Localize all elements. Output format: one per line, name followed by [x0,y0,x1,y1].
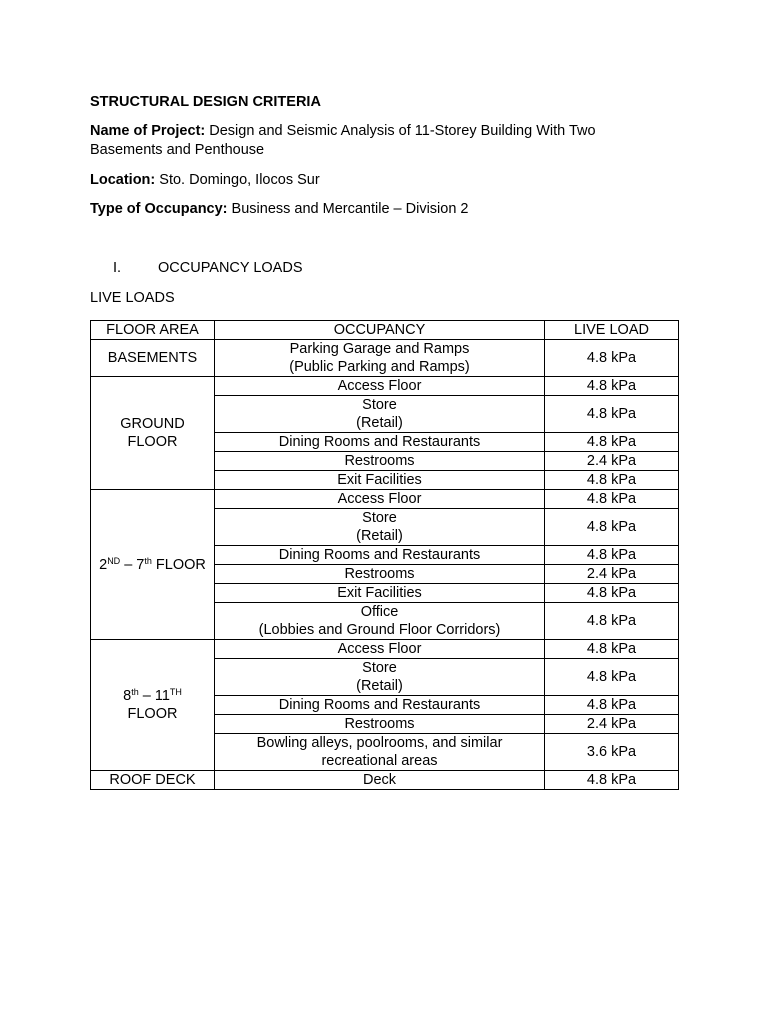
floor-label-end-suffix: TH [169,687,182,697]
occupancy-cell: Access Floor [215,640,545,659]
occupancy-cell: Restrooms [215,452,545,471]
project-name-paragraph [90,122,650,160]
location-value: Sto. Domingo, Ilocos Sur [155,172,320,188]
floor-label-start-suffix: th [131,687,139,697]
occupancy-line: recreational areas [321,753,438,769]
occupancy-cell: Deck [215,771,545,790]
column-header-occupancy: OCCUPANCY [215,321,545,340]
section-title: OCCUPANCY LOADS [158,260,303,276]
occupancy-type-paragraph [90,200,650,219]
occupancy-cell: Dining Rooms and Restaurants [215,546,545,565]
table-row [91,377,679,396]
live-load-cell: 4.8 kPa [545,396,679,433]
live-load-cell: 4.8 kPa [545,584,679,603]
occupancy-line: Store [362,510,397,526]
live-load-cell: 4.8 kPa [545,603,679,640]
occupancy-cell: Access Floor [215,490,545,509]
floor-label-start: 2 [99,556,108,573]
live-load-cell: 4.8 kPa [545,433,679,452]
occupancy-line: (Lobbies and Ground Floor Corridors) [258,622,501,638]
live-load-cell: 2.4 kPa [545,715,679,734]
live-load-cell: 3.6 kPa [545,734,679,771]
subsection-heading: LIVE LOADS [90,290,175,306]
live-load-cell: 4.8 kPa [545,640,679,659]
floor-area-cell [91,490,215,640]
occupancy-cell: Exit Facilities [215,471,545,490]
floor-area-line: FLOOR [127,434,178,450]
floor-label-end-suffix: th [144,555,152,566]
section-heading [113,260,303,276]
location-label: Location: [90,172,156,188]
section-number: I. [113,260,122,276]
column-header-floor-area: FLOOR AREA [91,321,215,340]
live-load-cell: 4.8 kPa [545,490,679,509]
occupancy-cell: Access Floor [215,377,545,396]
live-load-cell: 4.8 kPa [545,546,679,565]
live-load-cell: 2.4 kPa [545,565,679,584]
table-row [91,771,679,790]
floor-label-start-suffix: ND [107,555,121,566]
live-load-cell: 4.8 kPa [545,659,679,696]
live-load-cell: 4.8 kPa [545,340,679,377]
floor-area-line [93,687,212,705]
floor-label-word: FLOOR [151,556,206,573]
live-load-cell: 2.4 kPa [545,452,679,471]
occupancy-line: Store [362,397,397,413]
occupancy-cell: Exit Facilities [215,584,545,603]
occupancy-cell [215,603,545,640]
project-name-label: Name of Project: [90,123,206,139]
floor-area-cell [91,640,215,771]
live-load-cell: 4.8 kPa [545,771,679,790]
occupancy-cell: Dining Rooms and Restaurants [215,696,545,715]
document-title: STRUCTURAL DESIGN CRITERIA [90,94,321,110]
table-row [91,340,679,377]
live-load-cell: 4.8 kPa [545,471,679,490]
occupancy-line: (Retail) [356,528,403,544]
floor-label-start: 8 [123,688,132,704]
table-header-row [91,321,679,340]
occupancy-line: Store [362,660,397,676]
floor-label-end: – 11 [138,688,170,704]
floor-area-line: GROUND [120,416,185,432]
occupancy-line: (Retail) [356,415,403,431]
live-loads-table [90,320,679,790]
occupancy-type-label: Type of Occupancy: [90,201,228,217]
floor-area-cell: BASEMENTS [91,340,215,377]
floor-label-word: FLOOR [127,706,178,722]
occupancy-cell: Restrooms [215,715,545,734]
occupancy-cell: Restrooms [215,565,545,584]
table-row [91,490,679,509]
column-header-live-load: LIVE LOAD [545,321,679,340]
occupancy-cell [215,340,545,377]
floor-area-cell: ROOF DECK [91,771,215,790]
occupancy-line: Parking Garage and Ramps [289,341,470,357]
project-name-value: Design and Seismic Analysis of 11-Storey Building With Two Basements and Penthouse [90,123,596,158]
location-paragraph [90,171,650,190]
occupancy-line: (Retail) [356,678,403,694]
occupancy-line: Office [360,604,399,620]
occupancy-line: (Public Parking and Ramps) [289,359,470,375]
table-row [91,640,679,659]
occupancy-cell [215,396,545,433]
occupancy-type-value: Business and Mercantile – Division 2 [227,201,469,217]
live-load-cell: 4.8 kPa [545,509,679,546]
live-load-cell: 4.8 kPa [545,696,679,715]
occupancy-line: Bowling alleys, poolrooms, and similar [256,735,503,751]
occupancy-cell [215,734,545,771]
occupancy-cell: Dining Rooms and Restaurants [215,433,545,452]
floor-label-end: – 7 [120,556,145,573]
floor-area-cell [91,377,215,490]
live-load-cell: 4.8 kPa [545,377,679,396]
occupancy-cell [215,509,545,546]
occupancy-cell [215,659,545,696]
